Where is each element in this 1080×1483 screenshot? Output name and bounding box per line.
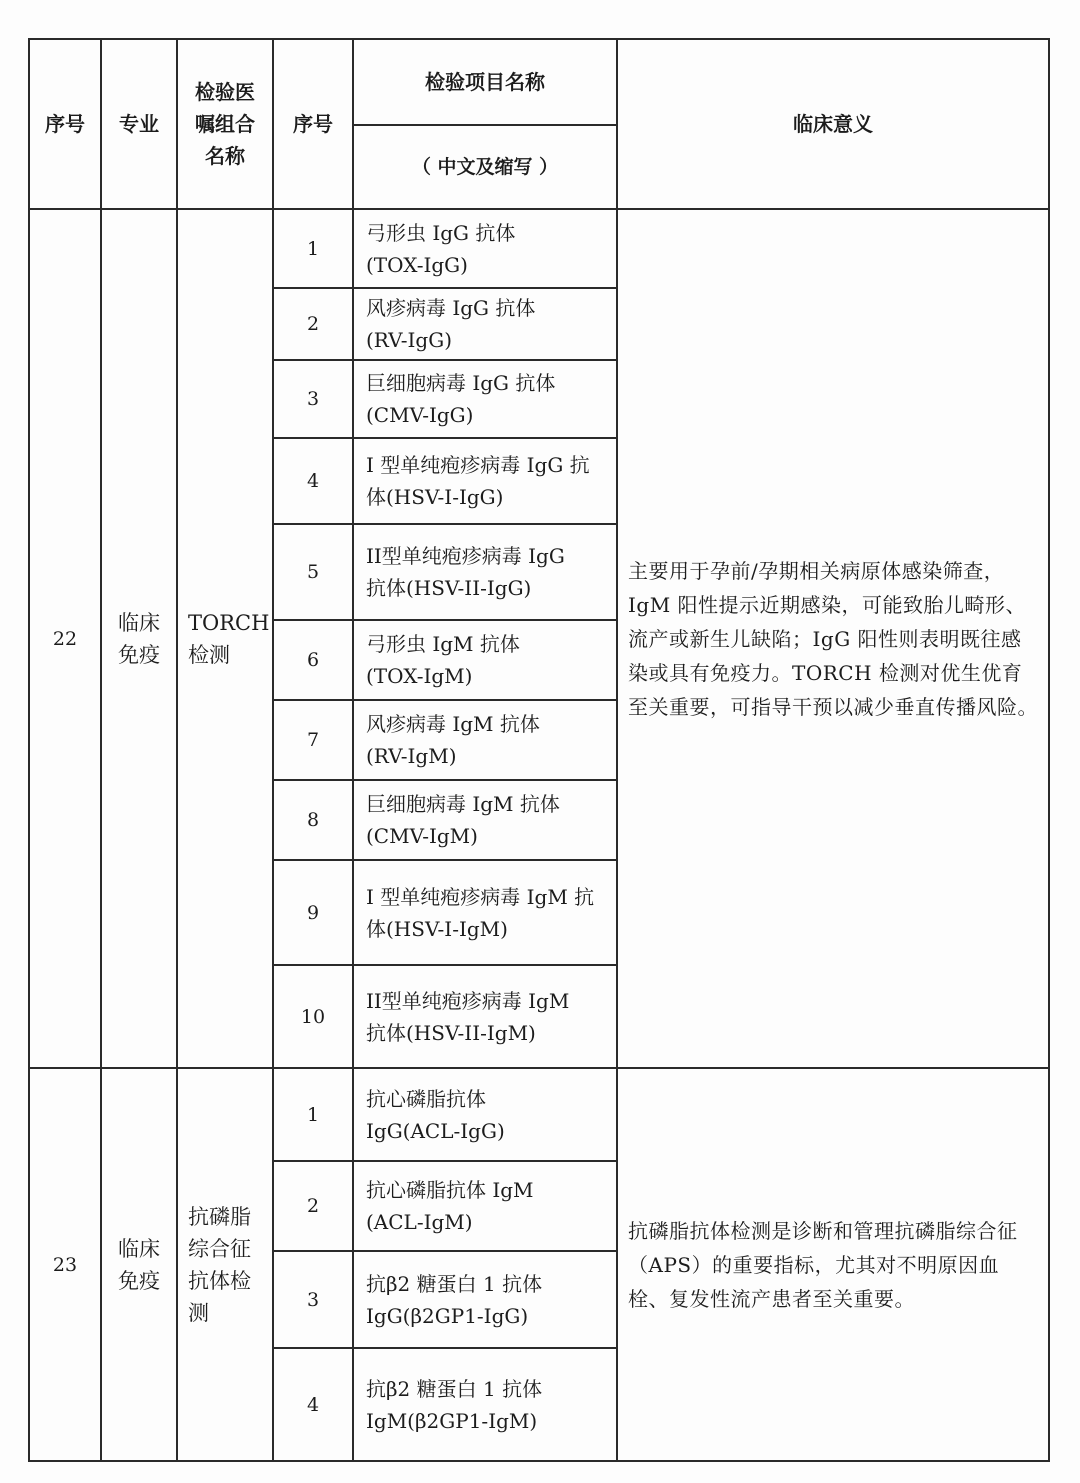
header-specialty: 专业 — [101, 39, 177, 209]
specialty-line: 临床 — [118, 1236, 160, 1261]
item-name-line: IgG(ACL-IgG) — [366, 1118, 505, 1143]
item-name — [353, 360, 617, 438]
item-no: 6 — [273, 620, 353, 700]
header-group-line: 嘱组合 — [195, 112, 255, 136]
group-specialty — [101, 1068, 177, 1461]
header-group-line: 检验医 — [195, 80, 255, 104]
item-name-line: I 型单纯疱疹病毒 IgM 抗 — [366, 884, 595, 909]
item-no: 1 — [273, 1068, 353, 1161]
group-23-body — [29, 1068, 1049, 1461]
group-22-body — [29, 209, 1049, 1068]
header-item-name: 检验项目名称 — [353, 39, 617, 125]
item-name-line: 抗β2 糖蛋白 1 抗体 — [366, 1271, 543, 1296]
item-name-line: (RV-IgM) — [366, 744, 457, 768]
item-name-line: (CMV-IgM) — [366, 824, 478, 848]
item-no: 3 — [273, 1251, 353, 1348]
item-name-line: (TOX-IgG) — [366, 252, 468, 277]
item-name — [353, 438, 617, 524]
item-name-line: 巨细胞病毒 IgG 抗体 — [366, 371, 556, 395]
item-name-line: (ACL-IgM) — [366, 1210, 473, 1234]
item-no: 5 — [273, 524, 353, 620]
group-name-line: 抗体检 — [188, 1268, 251, 1293]
item-name-line: 风疹病毒 IgM 抗体 — [366, 712, 540, 736]
header-group-name — [177, 39, 273, 209]
item-name — [353, 965, 617, 1068]
specialty-line: 免疫 — [118, 642, 160, 667]
item-name — [353, 1348, 617, 1461]
item-name — [353, 209, 617, 288]
item-name — [353, 860, 617, 965]
item-no: 1 — [273, 209, 353, 288]
item-no: 8 — [273, 780, 353, 860]
table-row — [29, 1068, 1049, 1161]
item-no: 2 — [273, 288, 353, 360]
clinical-significance: 抗磷脂抗体检测是诊断和管理抗磷脂综合征（APS）的重要指标，尤其对不明原因血栓、复发性流产患者至关重要。 — [617, 1068, 1049, 1461]
item-no: 4 — [273, 438, 353, 524]
item-name — [353, 1161, 617, 1251]
specialty-line: 免疫 — [118, 1268, 160, 1293]
item-name-line: IgM(β2GP1-IgM) — [366, 1408, 538, 1433]
header-group-line: 名称 — [205, 144, 245, 168]
item-name-line: 抗心磷脂抗体 IgM — [366, 1178, 534, 1202]
item-name-line: 抗体(HSV-II-IgG) — [366, 576, 532, 600]
table-header — [29, 39, 1049, 209]
group-name-line: 抗磷脂 — [188, 1204, 251, 1229]
item-name — [353, 1068, 617, 1161]
group-name — [177, 1068, 273, 1461]
item-no: 4 — [273, 1348, 353, 1461]
item-name-line: (CMV-IgG) — [366, 403, 474, 427]
item-name-line: 体(HSV-I-IgG) — [366, 485, 504, 509]
header-seq: 序号 — [29, 39, 101, 209]
item-no: 3 — [273, 360, 353, 438]
item-name-line: 弓形虫 IgM 抗体 — [366, 632, 520, 656]
item-no: 9 — [273, 860, 353, 965]
header-item-name-sub: （ 中文及缩写 ） — [353, 125, 617, 209]
group-name-line: TORCH — [188, 610, 270, 635]
item-no: 10 — [273, 965, 353, 1068]
item-name-line: IgG(β2GP1-IgG) — [366, 1303, 529, 1328]
item-name-line: 体(HSV-I-IgM) — [366, 916, 508, 941]
group-name-line: 测 — [188, 1300, 209, 1325]
group-name-line: 综合征 — [188, 1236, 251, 1261]
group-name-line: 检测 — [188, 642, 230, 667]
item-name — [353, 1251, 617, 1348]
item-name — [353, 524, 617, 620]
group-seq: 22 — [29, 209, 101, 1068]
item-name-line: 抗心磷脂抗体 — [366, 1086, 486, 1111]
item-name-line: 风疹病毒 IgG 抗体 — [366, 296, 536, 320]
item-name-line: I 型单纯疱疹病毒 IgG 抗 — [366, 453, 590, 477]
group-specialty — [101, 209, 177, 1068]
item-name-line: 抗β2 糖蛋白 1 抗体 — [366, 1376, 543, 1401]
header-significance: 临床意义 — [617, 39, 1049, 209]
item-name-line: (RV-IgG) — [366, 328, 452, 352]
group-seq: 23 — [29, 1068, 101, 1461]
group-name — [177, 209, 273, 1068]
item-name-line: II型单纯疱疹病毒 IgM — [366, 988, 570, 1013]
item-name-line: 弓形虫 IgG 抗体 — [366, 220, 516, 245]
item-name — [353, 780, 617, 860]
item-name — [353, 288, 617, 360]
specialty-line: 临床 — [118, 610, 160, 635]
table-row — [29, 209, 1049, 288]
item-no: 7 — [273, 700, 353, 780]
item-no: 2 — [273, 1161, 353, 1251]
item-name-line: II型单纯疱疹病毒 IgG — [366, 544, 565, 568]
header-item-seq: 序号 — [273, 39, 353, 209]
lab-test-table — [28, 38, 1050, 1462]
item-name — [353, 700, 617, 780]
item-name-line: (TOX-IgM) — [366, 664, 473, 688]
item-name — [353, 620, 617, 700]
clinical-significance: 主要用于孕前/孕期相关病原体感染筛查，IgM 阳性提示近期感染，可能致胎儿畸形、流产或新生儿缺陷；IgG 阳性则表明既往感染或具有免疫力。TORCH 检测对优生优育至关重要，可指导干预以减少垂直传播风险。 — [617, 209, 1049, 1068]
item-name-line: 巨细胞病毒 IgM 抗体 — [366, 792, 560, 816]
item-name-line: 抗体(HSV-II-IgM) — [366, 1020, 536, 1045]
